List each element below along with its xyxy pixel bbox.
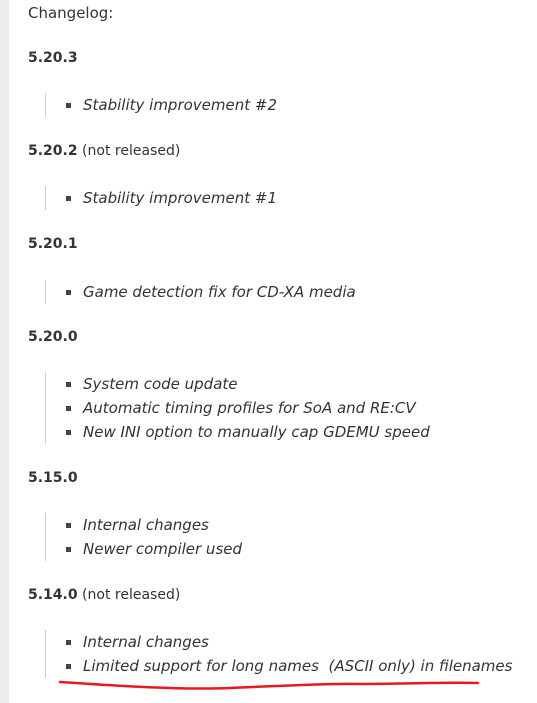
- change-item: [64, 186, 277, 210]
- change-item: [64, 280, 356, 304]
- change-text: New INI option to manually cap GDEMU speed: [83, 423, 430, 441]
- version-heading: [28, 327, 78, 347]
- version-changes-block: [45, 186, 277, 210]
- square-bullet-icon: [66, 290, 71, 295]
- change-text: Internal changes: [83, 633, 209, 651]
- version-heading: [28, 585, 180, 605]
- change-text: Internal changes: [83, 516, 209, 534]
- change-list: [64, 630, 512, 678]
- change-item: [64, 630, 512, 654]
- version-note: (not released): [77, 143, 181, 159]
- change-text: Game detection fix for CD-XA media: [83, 283, 356, 301]
- square-bullet-icon: [66, 430, 71, 435]
- version-number: 5.20.1: [28, 236, 78, 252]
- change-text: Automatic timing profiles for SoA and RE:CV: [83, 399, 416, 417]
- version-number: 5.20.2: [28, 143, 78, 159]
- version-number: 5.20.0: [28, 329, 78, 345]
- change-item: [64, 396, 430, 420]
- change-text: Newer compiler used: [83, 540, 243, 558]
- square-bullet-icon: [66, 523, 71, 528]
- version-number: 5.14.0: [28, 587, 78, 603]
- changelog-heading: Changelog:: [28, 4, 114, 22]
- version-heading: [28, 234, 78, 254]
- square-bullet-icon: [66, 406, 71, 411]
- version-heading: [28, 48, 78, 68]
- change-list: [64, 280, 356, 304]
- change-list: [64, 186, 277, 210]
- version-number: 5.20.3: [28, 50, 78, 66]
- version-changes-block: [45, 630, 512, 678]
- square-bullet-icon: [66, 547, 71, 552]
- version-note: (not released): [77, 587, 181, 603]
- change-list: [64, 372, 430, 444]
- version-heading: [28, 468, 78, 488]
- change-text: Stability improvement #2: [83, 96, 278, 114]
- change-list: [64, 513, 242, 561]
- square-bullet-icon: [66, 382, 71, 387]
- change-text: System code update: [83, 375, 238, 393]
- square-bullet-icon: [66, 664, 71, 669]
- version-changes-block: [45, 280, 356, 304]
- hand-drawn-underline: [60, 682, 478, 689]
- change-item: [64, 654, 512, 678]
- version-changes-block: [45, 372, 430, 444]
- change-item: [64, 513, 242, 537]
- version-changes-block: [45, 513, 242, 561]
- change-item: [64, 372, 430, 396]
- square-bullet-icon: [66, 196, 71, 201]
- version-heading: [28, 141, 180, 161]
- change-text: Limited support for long names (ASCII only) in filenames: [83, 657, 513, 675]
- change-list: [64, 93, 277, 117]
- change-item: [64, 537, 242, 561]
- version-changes-block: [45, 93, 277, 117]
- left-scroll-gutter: [0, 0, 9, 703]
- change-text: Stability improvement #1: [83, 189, 278, 207]
- change-item: [64, 420, 430, 444]
- version-number: 5.15.0: [28, 470, 78, 486]
- square-bullet-icon: [66, 103, 71, 108]
- square-bullet-icon: [66, 640, 71, 645]
- change-item: [64, 93, 277, 117]
